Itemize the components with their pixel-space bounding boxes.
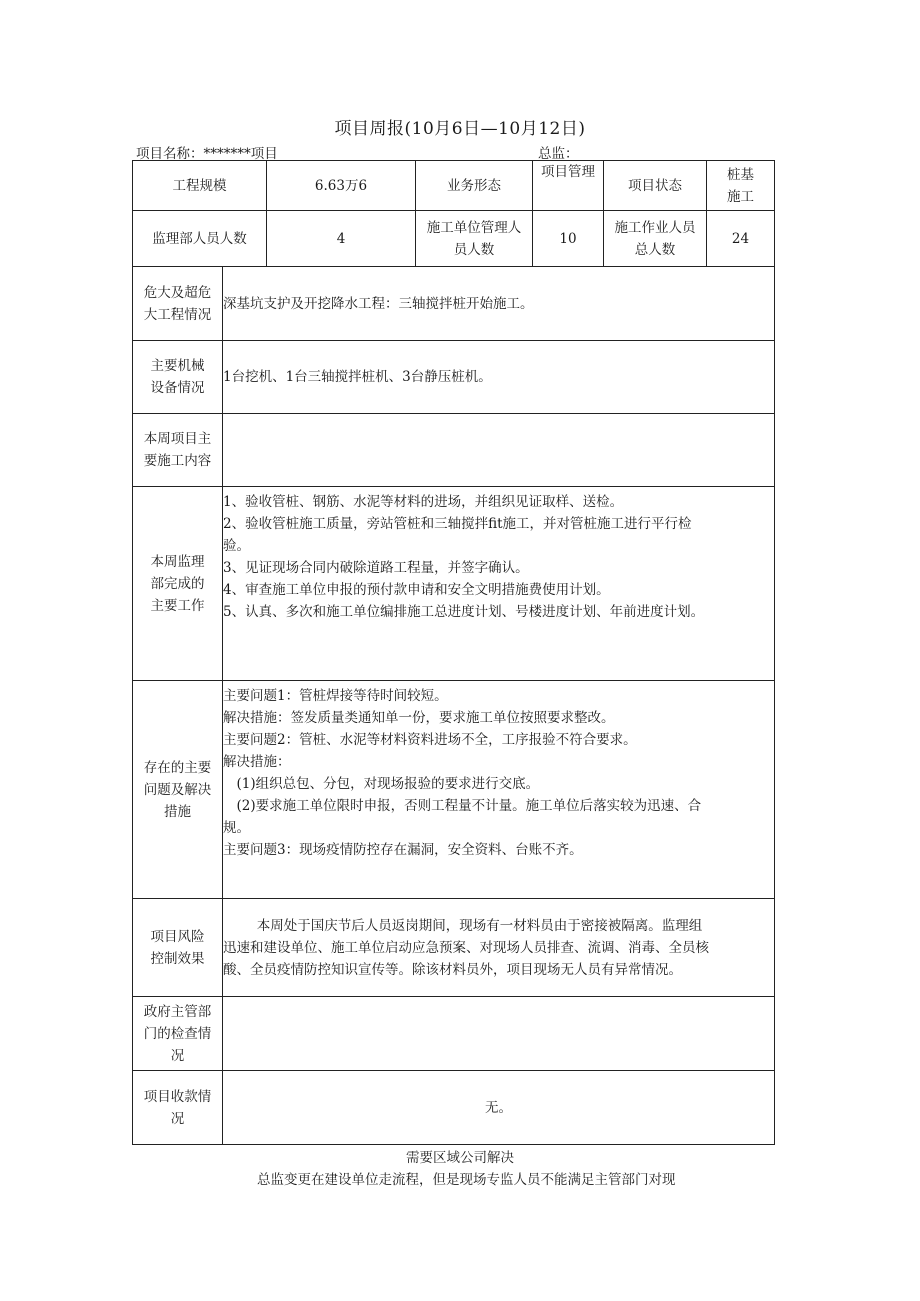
label-line: 门的检查情 <box>143 1025 212 1042</box>
label-line: 政府主管部 <box>143 1003 212 1020</box>
footer-heading: 需要区域公司解决 <box>406 1150 514 1166</box>
report-title: 项目周报(10月6日—10月12日) <box>334 119 586 139</box>
danger-label <box>133 267 223 341</box>
label-line: 措施 <box>164 803 191 820</box>
label-line: 项目收款情 <box>143 1088 212 1105</box>
list-item: 主要问题1：管桩焊接等待时间较短。 <box>223 688 448 704</box>
label-line: 项目风险 <box>150 928 205 945</box>
label-line: 本周项目主 <box>143 431 212 447</box>
paragraph-line: 本周处于国庆节后人员返岗期间，现场有一材料员由于密接被隔离。监理组 <box>256 917 703 934</box>
government-label <box>133 997 223 1071</box>
project-status-value <box>707 161 775 211</box>
list-item: 1、验收管桩、钢筋、水泥等材料的进场，并组织见证取样、送检。 <box>223 494 624 510</box>
weekly-content-value <box>223 414 775 487</box>
label-line: 危大及超危 <box>143 284 212 301</box>
table-row <box>133 1071 775 1145</box>
project-mgmt-label: 项目管理 <box>533 161 604 211</box>
label-line: 要施工内容 <box>143 453 212 469</box>
machinery-content: 1台挖机、1台三轴搅拌桩机、3台静压桩机。 <box>223 341 775 414</box>
label-line: 况 <box>170 1110 185 1127</box>
label-line: 施工作业人员 <box>614 219 696 236</box>
payment-label <box>133 1071 223 1145</box>
table-row <box>133 267 775 341</box>
list-item: (1)组织总包、分包，对现场报验的要求进行交底。 <box>236 776 540 792</box>
table-row <box>133 161 775 211</box>
supervision-work-label <box>133 487 223 681</box>
list-item: 主要问题2：管桩、水泥等材料资料进场不全，工序报验不符合要求。 <box>223 732 637 748</box>
project-name-label: 项目名称： <box>136 146 204 162</box>
list-item: 3、见证现场合同内破除道路工程量，并签字确认。 <box>223 560 529 576</box>
weekly-content-label <box>133 414 223 487</box>
machinery-label <box>133 341 223 414</box>
label-line: 存在的主要 <box>143 759 212 776</box>
label-line: 设备情况 <box>150 380 205 396</box>
chief-supervisor: 总监： <box>538 146 579 162</box>
footer-note: 总监变更在建设单位走流程，但是现场专监人员不能满足主管部门对现 <box>257 1172 676 1188</box>
contractor-mgmt-label <box>416 211 533 267</box>
scale-value: 6.63万6 <box>267 161 416 211</box>
table-row <box>133 211 775 267</box>
supervision-work-content <box>223 487 775 681</box>
workers-value: 24 <box>707 211 775 267</box>
list-item: 规。 <box>223 820 250 836</box>
table-row <box>133 487 775 681</box>
risk-content <box>223 899 775 997</box>
supervision-staff-value: 4 <box>267 211 416 267</box>
danger-content: 深基坑支护及开挖降水工程：三轴搅拌桩开始施工。 <box>223 267 775 341</box>
risk-label <box>133 899 223 997</box>
project-status-label: 项目状态 <box>604 161 707 211</box>
list-item: 4、审查施工单位申报的预付款申请和安全文明措施费使用计划。 <box>223 582 610 598</box>
issues-content <box>223 681 775 899</box>
list-item: 解决措施：签发质量类通知单一份，要求施工单位按照要求整改。 <box>223 710 615 726</box>
label-line: 本周监理 <box>150 553 205 570</box>
contractor-mgmt-value: 10 <box>533 211 604 267</box>
paragraph-line: 酸、全员疫情防控知识宣传等。除该材料员外，项目现场无人员有异常情况。 <box>223 961 682 978</box>
table-row <box>133 997 775 1071</box>
paragraph-line: 迅速和建设单位、施工单位启动应急预案、对现场人员排查、流调、消毒、全员核 <box>223 939 709 956</box>
list-item: 5、认真、多次和施工单位编排施工总进度计划、号楼进度计划、年前进度计划。 <box>223 604 705 620</box>
supervision-staff-label: 监理部人员人数 <box>133 211 267 267</box>
table-row <box>133 341 775 414</box>
label-line: 控制效果 <box>150 950 205 967</box>
status-value-line: 桩基 <box>727 166 754 183</box>
issues-label <box>133 681 223 899</box>
label-line: 问题及解决 <box>143 781 212 798</box>
label-line: 施工单位管理人 <box>426 219 522 236</box>
label-line: 主要工作 <box>150 597 205 614</box>
list-item: 主要问题3：现场疫情防控存在漏洞，安全资料、台账不齐。 <box>223 842 583 858</box>
table-row <box>133 681 775 899</box>
workers-label <box>604 211 707 267</box>
government-content <box>223 997 775 1071</box>
table-row <box>133 899 775 997</box>
project-name <box>136 142 278 162</box>
label-line: 总人数 <box>634 241 676 258</box>
status-value-line: 施工 <box>727 188 754 205</box>
label-line: 大工程情况 <box>143 306 212 323</box>
payment-content: 无。 <box>223 1071 775 1145</box>
table-row <box>133 414 775 487</box>
label-line: 况 <box>170 1047 185 1064</box>
label-line: 部完成的 <box>150 575 205 592</box>
list-item: 解决措施： <box>223 754 291 770</box>
business-form-label: 业务形态 <box>416 161 533 211</box>
list-item: 2、验收管桩施工质量，旁站管桩和三轴搅拌fit施工，并对管桩施工进行平行检 <box>223 516 692 532</box>
label-line: 主要机械 <box>150 358 205 374</box>
list-item: 验。 <box>223 538 250 554</box>
weekly-report-table <box>132 160 775 1145</box>
scale-label: 工程规模 <box>133 161 267 211</box>
list-item: (2)要求施工单位限时申报，否则工程量不计量。施工单位后落实较为迅速、合 <box>236 798 702 814</box>
project-name-value: *******项目 <box>203 146 278 162</box>
label-line: 员人数 <box>453 241 495 258</box>
